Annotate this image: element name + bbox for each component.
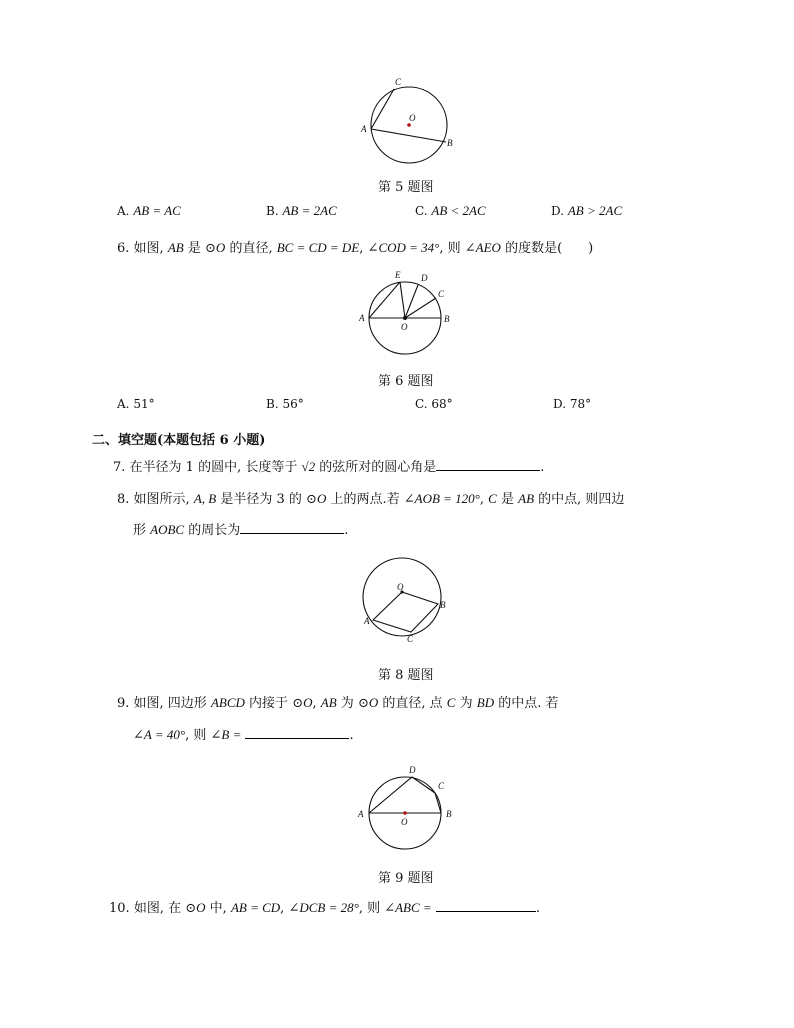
q6-option-b — [266, 397, 304, 411]
q5-option-a-letter: A. — [117, 204, 130, 218]
q6-text-3: 的直径, — [229, 241, 273, 256]
q10-text-2: 中, — [209, 901, 227, 916]
q9-text-3: , — [312, 696, 317, 711]
fig8-caption: 第 8 题图 — [378, 668, 434, 683]
fig6-label-c: C — [438, 289, 445, 299]
q9-text-8: , 则 — [185, 728, 207, 743]
question-8-line-1 — [117, 488, 624, 507]
q5-option-d-letter: D. — [551, 204, 565, 218]
q6-option-c — [415, 397, 453, 411]
q9-answer-blank[interactable] — [245, 726, 349, 739]
q10-answer-blank[interactable] — [436, 899, 536, 912]
question-8-line-2 — [133, 519, 348, 538]
fig6-radius-oe — [400, 282, 405, 318]
q6-option-d-text: 78° — [569, 397, 592, 411]
q9-text-4: 为 — [340, 696, 354, 711]
q9-number: 9. — [117, 696, 130, 711]
fig9-label-b: B — [446, 809, 452, 819]
q6-option-b-letter: B. — [266, 397, 279, 411]
q10-text-4: , 则 — [358, 901, 381, 916]
question-7 — [113, 456, 544, 475]
q6-option-d — [553, 397, 591, 411]
q6-option-a — [117, 397, 155, 411]
fig5-label-b: B — [447, 138, 453, 148]
q8-text-5: 是 — [500, 492, 514, 507]
q10-text-5: . — [535, 901, 540, 916]
q6-math-2: ⊙O — [205, 240, 226, 255]
q6-option-b-text: 56° — [282, 397, 304, 411]
q8-math-2: ⊙O — [306, 491, 327, 506]
q9-text-1: 如图, 四边形 — [133, 696, 207, 711]
figure-9 — [350, 758, 465, 858]
fig9-label-o: O — [401, 817, 408, 827]
q9-math-3: AB — [320, 695, 337, 710]
q6-option-a-letter: A. — [117, 397, 130, 411]
q5-option-a-text: AB = AC — [133, 203, 181, 218]
q6-math-5: ∠AEO — [464, 240, 501, 255]
question-9-line-1 — [117, 692, 559, 711]
q6-text-4: , — [359, 241, 364, 256]
q7-math-sqrt2: √2 — [301, 459, 316, 474]
fig9-label-c: C — [438, 781, 445, 791]
figure-6 — [350, 265, 465, 360]
figure-8 — [350, 550, 460, 650]
q5-option-c-text: AB < 2AC — [431, 203, 486, 218]
question-6 — [117, 237, 593, 256]
fig6-label-b: B — [444, 314, 450, 324]
q9-math-arc-bd: BD — [476, 695, 495, 710]
q9-math-1: ABCD — [210, 695, 245, 710]
q7-text-2: 的弦所对的圆心角是 — [319, 460, 437, 475]
q10-math-3: ∠DCB = 28° — [288, 900, 359, 915]
fig9-center-dot — [403, 811, 407, 815]
fig6-label-a: A — [359, 313, 365, 323]
fig6-caption: 第 6 题图 — [378, 374, 434, 389]
q9-math-7: ∠A = 40° — [133, 727, 186, 742]
q6-text-1: 如图, — [133, 241, 164, 256]
q5-option-b-text: AB = 2AC — [282, 203, 337, 218]
q5-option-c — [415, 203, 486, 219]
q8-text-1: 如图所示, — [133, 492, 190, 507]
q10-math-arcs: AB = CD — [230, 900, 281, 915]
fig8-label-c: C — [407, 634, 414, 644]
q10-math-4: ∠ABC = — [384, 900, 432, 915]
q8-math-4: C — [488, 491, 497, 506]
q9-text-7: 的中点. 若 — [498, 696, 559, 711]
figure-5 — [350, 72, 460, 172]
q8-math-3: ∠AOB = 120° — [403, 491, 480, 506]
fig6-label-e: E — [395, 270, 401, 280]
q6-text-5: , 则 — [439, 241, 461, 256]
q9-text-6: 为 — [459, 696, 473, 711]
q9-text-9: . — [349, 728, 354, 743]
fig6-radius-oc — [405, 298, 436, 318]
q5-option-d-text: AB > 2AC — [567, 203, 623, 218]
q9-text-2: 内接于 — [249, 696, 289, 711]
question-9-line-2 — [133, 724, 354, 743]
q6-math-arcs: BC = CD = DE — [276, 240, 360, 255]
q8-answer-blank[interactable] — [240, 521, 344, 534]
q10-text-3: , — [280, 901, 285, 916]
q10-number: 10. — [109, 901, 130, 916]
q8-text-2: 是半径为 3 的 — [220, 492, 302, 507]
fig6-center-dot — [403, 316, 407, 320]
fig9-label-d: D — [409, 765, 416, 775]
q7-text-1: 在半径为 1 的圆中, 长度等于 — [129, 460, 298, 475]
q6-option-d-letter: D. — [553, 397, 567, 411]
fig6-radius-od — [405, 285, 418, 318]
q5-option-b-letter: B. — [266, 204, 279, 218]
q6-option-c-text: 68° — [431, 397, 453, 411]
fig8-label-b: B — [440, 600, 446, 610]
fig5-label-c: C — [395, 77, 402, 87]
q9-math-2: ⊙O — [292, 695, 313, 710]
q8-number: 8. — [117, 492, 130, 507]
q8-text-3: 上的两点.若 — [330, 492, 400, 507]
q5-option-c-letter: C. — [415, 204, 428, 218]
fig5-caption: 第 5 题图 — [378, 180, 434, 195]
q6-option-a-text: 51° — [133, 397, 155, 411]
fig6-label-d: D — [421, 273, 428, 283]
q8-text-8: 的周长为 — [188, 523, 241, 538]
fig9-caption: 第 9 题图 — [378, 871, 434, 886]
fig8-label-a: A — [364, 616, 370, 626]
q10-text-1: 如图, 在 — [133, 901, 182, 916]
q5-option-d — [551, 203, 622, 219]
fig8-label-o: O — [397, 582, 404, 592]
section-2-heading: 二、填空题(本题包括 6 小题) — [92, 433, 266, 448]
fig8-circle — [363, 558, 441, 636]
q8-text-6: 的中点, 则四边 — [538, 492, 625, 507]
question-10 — [109, 897, 540, 916]
q8-text-7: 形 — [133, 523, 147, 538]
q6-math-4: ∠COD = 34° — [367, 240, 440, 255]
q7-answer-blank[interactable] — [436, 458, 540, 471]
q10-math-1: ⊙O — [185, 900, 206, 915]
q8-text-4: , — [479, 492, 485, 507]
q6-option-c-letter: C. — [415, 397, 428, 411]
q8-math-6: AOBC — [150, 522, 185, 537]
fig6-label-o: O — [401, 322, 408, 332]
fig5-label-o: O — [409, 113, 416, 123]
q9-math-4: ⊙O — [357, 695, 379, 710]
fig9-chords-adcb — [369, 777, 441, 813]
fig9-label-a: A — [358, 809, 364, 819]
q5-option-a — [117, 203, 181, 219]
fig5-chord-ab — [371, 129, 446, 142]
q9-math-5: C — [446, 695, 456, 710]
q6-number: 6. — [117, 241, 130, 256]
q8-math-arc-ab: AB — [518, 491, 535, 506]
q8-math-1: A, B — [193, 491, 217, 506]
q9-math-8: ∠B = — [210, 727, 242, 742]
q6-math-1: AB — [167, 240, 184, 255]
q7-number: 7. — [113, 460, 126, 475]
q9-text-5: 的直径, 点 — [382, 696, 443, 711]
fig5-label-a: A — [361, 124, 367, 134]
fig5-center-dot — [407, 123, 411, 127]
q6-text-2: 是 — [187, 241, 201, 256]
q8-text-9: . — [344, 523, 349, 538]
q5-option-b — [266, 203, 337, 219]
q6-text-6: 的度数是( ) — [505, 241, 594, 256]
q7-text-3: . — [540, 460, 545, 475]
